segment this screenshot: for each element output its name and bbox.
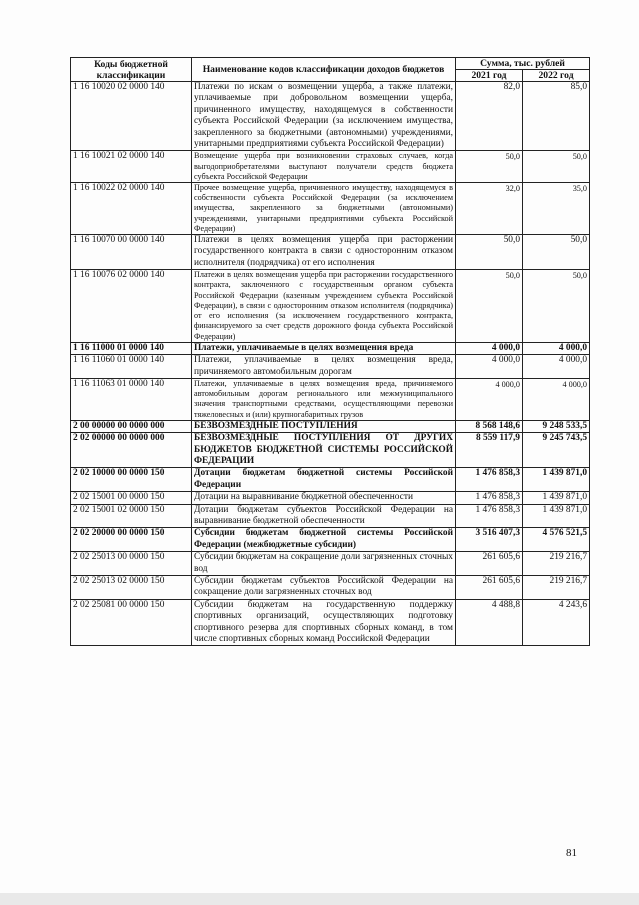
budget-revenue-table: [70, 57, 590, 646]
row-code: 2 02 25013 00 0000 150: [71, 552, 192, 576]
row-name: Платежи по искам о возмещении ущерба, а также платежи, уплачиваемые при добровольном возмещении ущерба, причиненного имуществу, находящемуся в собственности субъекта Российской Федерации (за исключением имущества, закрепленного за бюджетными (автономными) учреждениями, унитарными предприятиями субъекта Российской Федерации): [192, 82, 456, 151]
table-row: [71, 552, 590, 576]
table-row: [71, 342, 590, 354]
row-value-2021: 261 605,6: [456, 552, 523, 576]
page-number: 81: [566, 847, 577, 859]
table-row: [71, 528, 590, 552]
row-name: Платежи в целях возмещения ущерба при расторжении государственного контракта в связи с односторонним отказом исполнителя (подрядчика) от его исполнения: [192, 235, 456, 270]
row-name: БЕЗВОЗМЕЗДНЫЕ ПОСТУПЛЕНИЯ ОТ ДРУГИХ БЮДЖЕТОВ БЮДЖЕТНОЙ СИСТЕМЫ РОССИЙСКОЙ ФЕДЕРАЦИИ: [192, 433, 456, 468]
table-row: [71, 151, 590, 183]
row-value-2021: 1 476 858,3: [456, 468, 523, 492]
row-value-2021: 3 516 407,3: [456, 528, 523, 552]
row-code: 1 16 11063 01 0000 140: [71, 378, 192, 420]
table-row: [71, 235, 590, 270]
table-row: [71, 270, 590, 342]
row-value-2022: 1 439 871,0: [523, 504, 590, 528]
table-row: [71, 378, 590, 420]
row-value-2022: 1 439 871,0: [523, 468, 590, 492]
table-row: [71, 82, 590, 151]
row-code: 2 02 20000 00 0000 150: [71, 528, 192, 552]
table-row: [71, 468, 590, 492]
table-row: [71, 183, 590, 235]
row-value-2021: 50,0: [456, 151, 523, 183]
row-code: 1 16 10022 02 0000 140: [71, 183, 192, 235]
row-name: Платежи, уплачиваемые в целях возмещения вреда: [192, 342, 456, 354]
header-code: Коды бюджетной классификации: [71, 58, 192, 82]
row-value-2022: 35,0: [523, 183, 590, 235]
table-row: [71, 599, 590, 646]
table-row: [71, 576, 590, 600]
row-value-2021: 50,0: [456, 270, 523, 342]
row-name: Дотации на выравнивание бюджетной обеспеченности: [192, 492, 456, 504]
row-name: Прочее возмещение ущерба, причиненного имуществу, находящемуся в собственности субъекта Российской Федерации (за исключением имущества, закрепленного за бюджетными (автономными) учреждениями, унитарными предприятиями субъекта Российской Федерации): [192, 183, 456, 235]
scan-edge: [0, 893, 639, 905]
row-name: Возмещение ущерба при возникновении страховых случаев, когда выгодоприобретателями выступают получатели средств бюджета субъекта Российской Федерации: [192, 151, 456, 183]
row-name: Платежи в целях возмещения ущерба при расторжении государственного контракта, заключенного с государственным органом субъекта Российской Федерации (казенным учреждением субъекта Российской Федерации), в связи с односторонним отказом исполнителя (подрядчика) от его исполнения (за исключением государственного контракта, финансируемого за счет средств дорожного фонда субъекта Российской Федерации): [192, 270, 456, 342]
row-code: 2 02 00000 00 0000 000: [71, 433, 192, 468]
row-value-2022: 85,0: [523, 82, 590, 151]
row-name: Субсидии бюджетам бюджетной системы Российской Федерации (межбюджетные субсидии): [192, 528, 456, 552]
table-row: [71, 492, 590, 504]
table-body: [71, 82, 590, 646]
row-value-2021: 50,0: [456, 235, 523, 270]
row-code: 2 02 25013 02 0000 150: [71, 576, 192, 600]
row-value-2021: 261 605,6: [456, 576, 523, 600]
row-code: 2 02 15001 00 0000 150: [71, 492, 192, 504]
row-code: 2 02 10000 00 0000 150: [71, 468, 192, 492]
row-value-2021: 1 476 858,3: [456, 504, 523, 528]
row-name: Платежи, уплачиваемые в целях возмещения вреда, причиняемого автомобильным дорогам: [192, 355, 456, 379]
header-name: Наименование кодов классификации доходов бюджетов: [192, 58, 456, 82]
table-row: [71, 420, 590, 432]
row-code: 1 16 11000 01 0000 140: [71, 342, 192, 354]
row-value-2022: 4 576 521,5: [523, 528, 590, 552]
row-name: Субсидии бюджетам на сокращение доли загрязненных сточных вод: [192, 552, 456, 576]
table-row: [71, 355, 590, 379]
row-code: 2 02 15001 02 0000 150: [71, 504, 192, 528]
row-name: Дотации бюджетам бюджетной системы Российской Федерации: [192, 468, 456, 492]
row-value-2022: 50,0: [523, 270, 590, 342]
row-value-2022: 4 000,0: [523, 378, 590, 420]
row-code: 1 16 10076 02 0000 140: [71, 270, 192, 342]
row-value-2021: 1 476 858,3: [456, 492, 523, 504]
table-row: [71, 433, 590, 468]
row-name: Субсидии бюджетам субъектов Российской Федерации на сокращение доли загрязненных сточных вод: [192, 576, 456, 600]
row-code: 1 16 11060 01 0000 140: [71, 355, 192, 379]
row-value-2022: 4 000,0: [523, 342, 590, 354]
row-code: 1 16 10070 00 0000 140: [71, 235, 192, 270]
row-value-2022: 1 439 871,0: [523, 492, 590, 504]
row-value-2021: 82,0: [456, 82, 523, 151]
row-value-2022: 50,0: [523, 151, 590, 183]
row-code: 2 00 00000 00 0000 000: [71, 420, 192, 432]
row-value-2021: 8 559 117,9: [456, 433, 523, 468]
header-year-2021: 2021 год: [456, 70, 523, 82]
row-value-2022: 9 245 743,5: [523, 433, 590, 468]
row-value-2021: 4 000,0: [456, 355, 523, 379]
row-value-2021: 8 568 148,6: [456, 420, 523, 432]
row-code: 2 02 25081 00 0000 150: [71, 599, 192, 646]
row-value-2022: 50,0: [523, 235, 590, 270]
row-value-2021: 4 000,0: [456, 342, 523, 354]
table-header-row: [71, 58, 590, 70]
row-value-2022: 219 216,7: [523, 552, 590, 576]
row-name: БЕЗВОЗМЕЗДНЫЕ ПОСТУПЛЕНИЯ: [192, 420, 456, 432]
row-name: Дотации бюджетам субъектов Российской Федерации на выравнивание бюджетной обеспеченности: [192, 504, 456, 528]
row-name: Субсидии бюджетам на государственную поддержку спортивных организаций, осуществляющих подготовку спортивного резерва для спортивных сборных команд, в том числе спортивных сборных команд Российской Федерации: [192, 599, 456, 646]
header-sum: Сумма, тыс. рублей: [456, 58, 590, 70]
header-year-2022: 2022 год: [523, 70, 590, 82]
row-value-2021: 4 000,0: [456, 378, 523, 420]
row-value-2021: 32,0: [456, 183, 523, 235]
row-code: 1 16 10020 02 0000 140: [71, 82, 192, 151]
row-value-2022: 4 243,6: [523, 599, 590, 646]
row-name: Платежи, уплачиваемые в целях возмещения вреда, причиняемого автомобильным дорогам регионального или межмуниципального значения транспортными средствами, осуществляющими перевозки тяжеловесных и (или) крупногабаритных грузов: [192, 378, 456, 420]
row-value-2021: 4 488,8: [456, 599, 523, 646]
row-value-2022: 4 000,0: [523, 355, 590, 379]
table-row: [71, 504, 590, 528]
row-code: 1 16 10021 02 0000 140: [71, 151, 192, 183]
row-value-2022: 219 216,7: [523, 576, 590, 600]
row-value-2022: 9 248 533,5: [523, 420, 590, 432]
